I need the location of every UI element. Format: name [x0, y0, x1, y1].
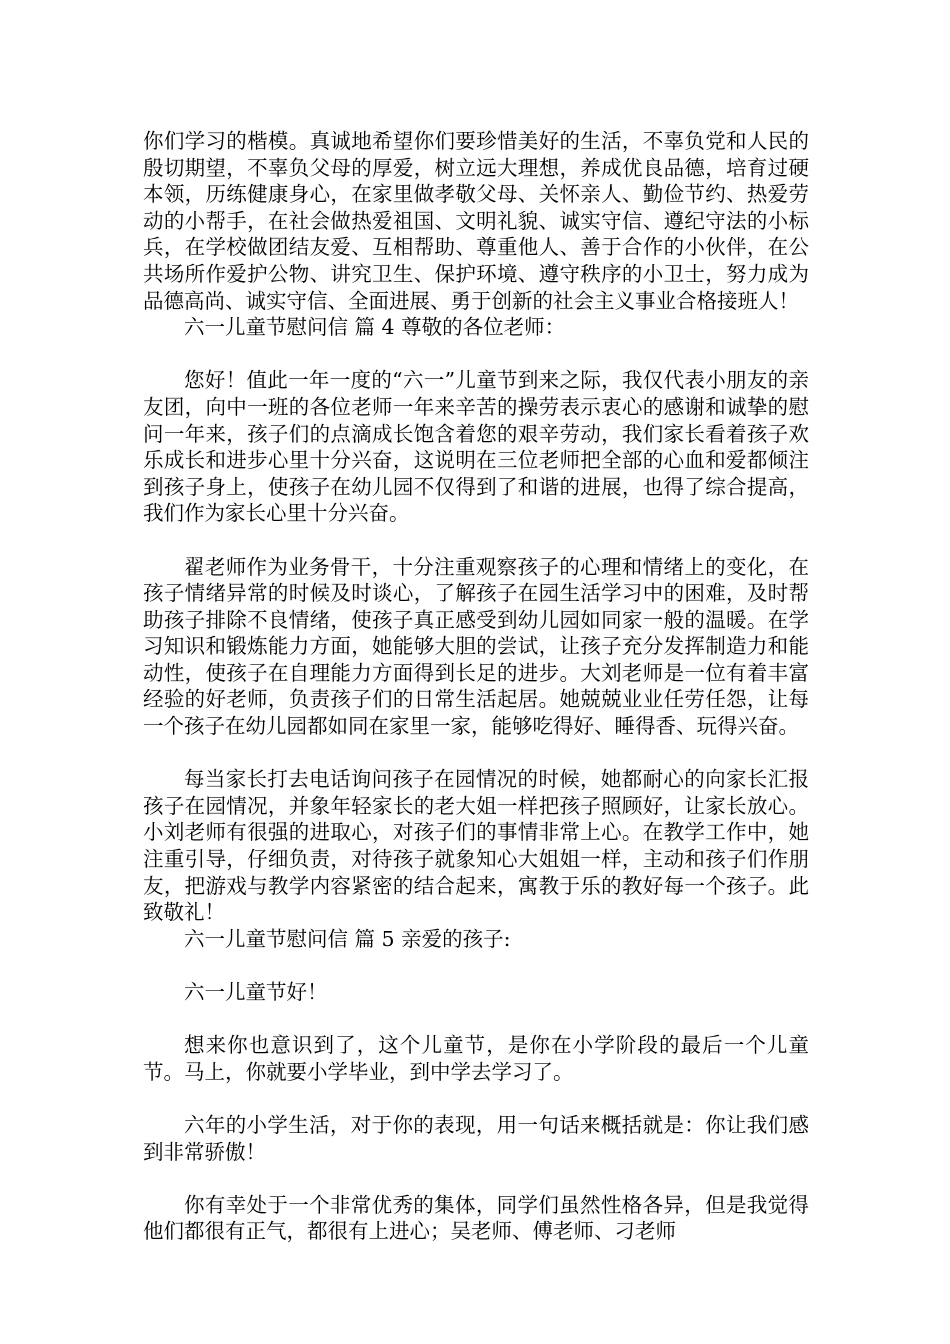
- letter-5-paragraph-2: 六年的小学生活，对于你的表现，用一句话来概括就是：你让我们感到非常骄傲！: [143, 1112, 809, 1164]
- letter-4-heading: 六一儿童节慰问信 篇 4 尊敬的各位老师：: [184, 315, 566, 340]
- letter-4-paragraph-2: 翟老师作为业务骨干，十分注重观察孩子的心理和情绪上的变化，在孩子情绪异常的时候及时谈心，了解孩子在园生活学习中的困难，及时帮助孩子排除不良情绪，使孩子真正感受到幼儿园如同家一般的温暖。在学习知识和锻炼能力方面，她能够大胆的尝试，让孩子充分发挥制造力和能动性，使孩子在自理能力方面得到长足的进步。大刘老师是一位有着丰富经验的好老师，负责孩子们的日常生活起居。她兢兢业业任劳任怨，让每一个孩子在幼儿园都如同在家里一家，能够吃得好、睡得香、玩得兴奋。: [143, 554, 809, 739]
- paragraph-continuation: 你们学习的楷模。真诚地希望你们要珍惜美好的生活，不辜负党和人民的殷切期望，不辜负父母的厚爱，树立远大理想，养成优良品德，培育过硬本领，历练健康身心，在家里做孝敬父母、关怀亲人、勤俭节约、热爱劳动的小帮手，在社会做热爱祖国、文明礼貌、诚实守信、遵纪守法的小标兵，在学校做团结友爱、互相帮助、尊重他人、善于合作的小伙伴，在公共场所作爱护公物、讲究卫生、保护环境、遵守秩序的小卫士，努力成为品德高尚、诚实守信、全面进展、勇于创新的社会主义事业合格接班人！: [143, 129, 809, 313]
- document-body: [143, 128, 809, 1245]
- letter-4-paragraph-1: 您好！值此一年一度的“六一”儿童节到来之际，我仅代表小朋友的亲友团，向中一班的各位老师一年来辛苦的操劳表示衷心的感谢和诚挚的慰问一年来，孩子们的点滴成长饱含着您的艰辛劳动，我们家长看着孩子欢乐成长和进步心里十分兴奋，这说明在三位老师把全部的心血和爱都倾注到孩子身上，使孩子在幼儿园不仅得到了和谐的进展，也得了综合提高，我们作为家长心里十分兴奋。: [143, 368, 809, 526]
- letter-5-paragraph-1: 想来你也意识到了，这个儿童节，是你在小学阶段的最后一个儿童节。马上，你就要小学毕业，到中学去学习了。: [143, 1033, 809, 1084]
- letter-4-paragraph-3: 每当家长打去电话询问孩子在园情况的时候，她都耐心的向家长汇报孩子在园情况，并象年轻家长的老大姐一样把孩子照顾好，让家长放心。小刘老师有很强的进取心，对孩子们的事情非常上心。在教学工作中，她注重引导，仔细负责，对待孩子就象知心大姐姐一样，主动和孩子们作朋友，把游戏与教学内容紧密的结合起来，寓教于乐的教好每一个孩子。此致敬礼！: [143, 767, 809, 925]
- letter-5-heading: 六一儿童节慰问信 篇 5 亲爱的孩子:: [184, 926, 511, 951]
- letter-5-greeting: 六一儿童节好！: [184, 980, 328, 1004]
- letter-5-paragraph-3: 你有幸处于一个非常优秀的集体，同学们虽然性格各异，但是我觉得他们都很有正气，都很有上进心；吴老师、傅老师、刁老师: [143, 1192, 809, 1244]
